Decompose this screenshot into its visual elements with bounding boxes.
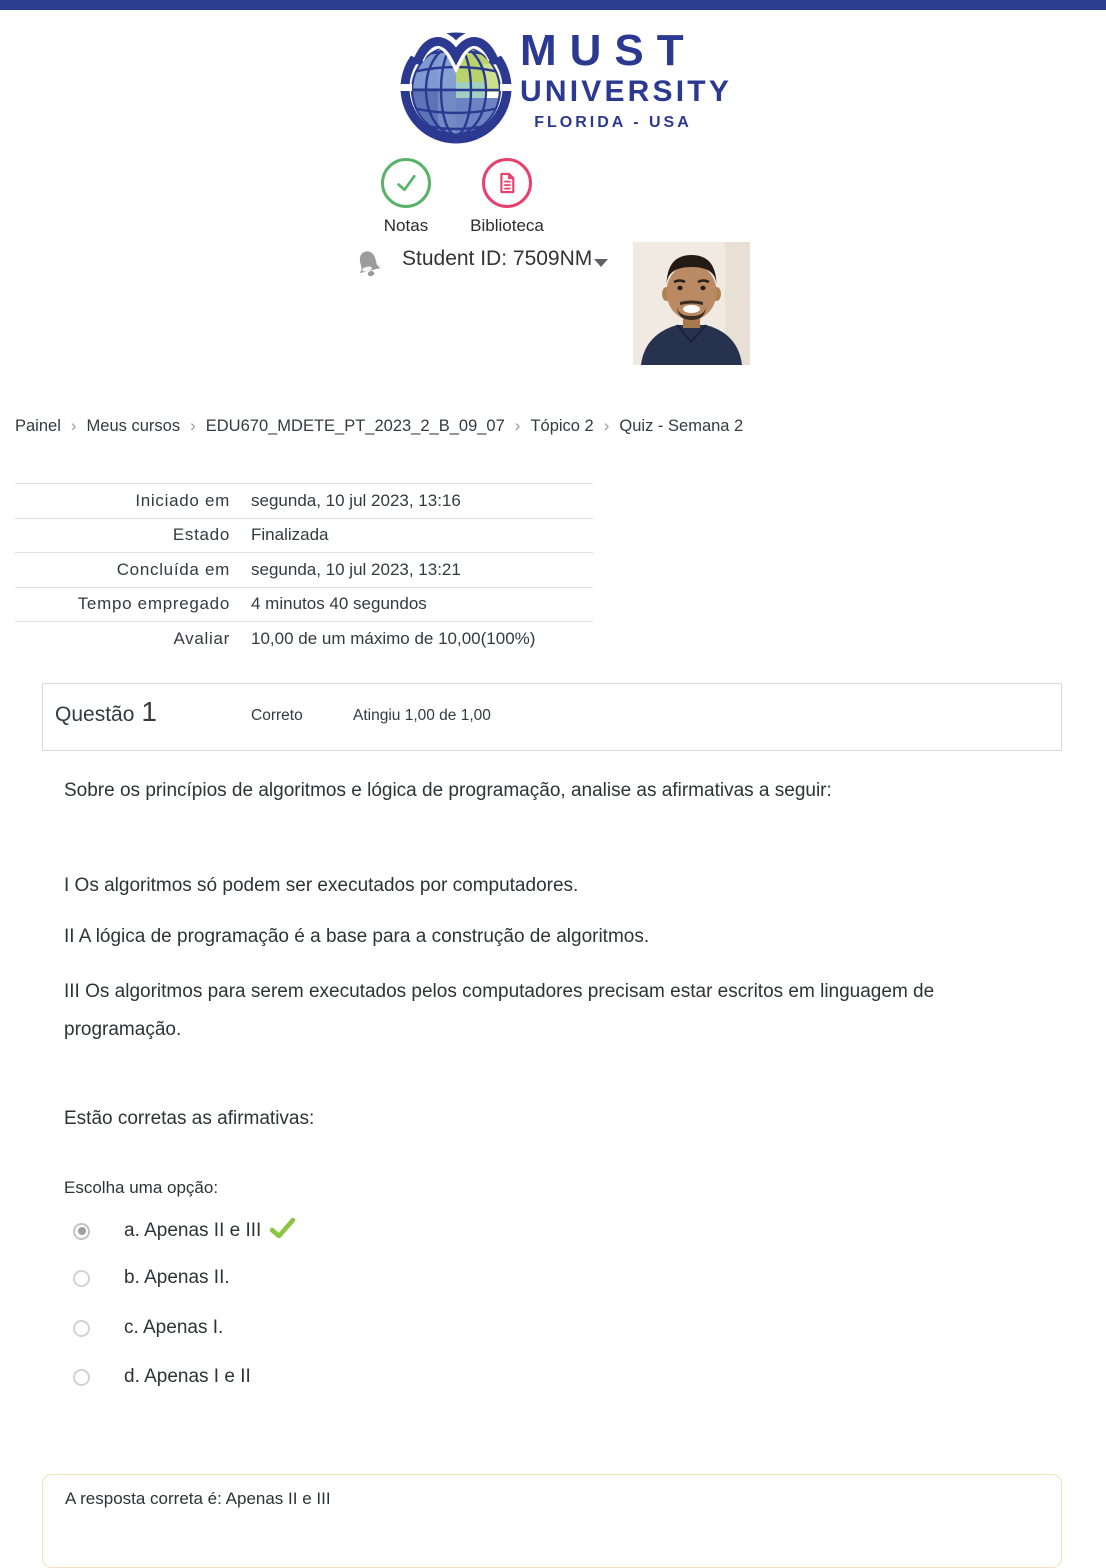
summary-label: Estado (172, 525, 230, 545)
answer-option-c[interactable] (73, 1317, 223, 1339)
top-accent-bar (0, 0, 1106, 10)
breadcrumb-item-meus-cursos[interactable]: Meus cursos (86, 416, 181, 435)
statement-2: II A lógica de programação é a base para a construção de algoritmos. (64, 926, 650, 947)
caret-down-icon[interactable] (594, 259, 608, 267)
option-d-label[interactable]: d. Apenas I e II (124, 1366, 251, 1387)
quick-link-label: Notas (383, 216, 429, 235)
summary-value: 4 minutos 40 segundos (251, 594, 427, 614)
university-logo (520, 26, 733, 132)
breadcrumb-item-quiz: Quiz - Semana 2 (619, 416, 744, 435)
user-avatar[interactable] (633, 242, 750, 365)
summary-label: Avaliar (173, 628, 230, 648)
question-ask: Estão corretas as afirmativas: (64, 1108, 315, 1129)
quick-link-label: Biblioteca (470, 216, 544, 235)
correct-check-icon (270, 1218, 295, 1244)
breadcrumb-separator: › (514, 416, 521, 435)
quick-link-biblioteca[interactable] (460, 158, 554, 236)
question-prompt: Sobre os princípios de algoritmos e lógica de programação, analise as afirmativas a seguir: (64, 780, 832, 801)
summary-row (15, 552, 593, 587)
summary-value: Finalizada (251, 525, 329, 545)
check-circle-icon (381, 158, 431, 208)
breadcrumb-item-topico[interactable]: Tópico 2 (530, 416, 594, 435)
breadcrumb-separator: › (190, 416, 196, 435)
logo-word-must: MUST (520, 26, 697, 75)
breadcrumb-separator: › (603, 416, 610, 435)
answer-option-a[interactable] (73, 1218, 295, 1244)
summary-label: Tempo empregado (77, 594, 230, 614)
summary-value: 10,00 de um máximo de 10,00(100%) (251, 628, 536, 648)
summary-value: segunda, 10 jul 2023, 13:21 (251, 559, 461, 579)
answer-feedback-box (42, 1474, 1062, 1568)
quick-link-notas[interactable] (369, 158, 443, 236)
library-document-icon (482, 158, 532, 208)
feedback-text: A resposta correta é: Apenas II e III (65, 1489, 331, 1508)
breadcrumb (15, 416, 743, 436)
question-points: Atingiu 1,00 de 1,00 (353, 707, 491, 724)
question-number: Questão 1 (55, 696, 157, 727)
breadcrumb-item-painel[interactable]: Painel (15, 416, 61, 435)
summary-row (15, 518, 593, 553)
question-status: Correto (251, 707, 303, 724)
summary-row (15, 587, 593, 622)
statement-1: I Os algoritmos só podem ser executados por computadores. (64, 875, 579, 896)
option-b-radio[interactable] (73, 1270, 90, 1287)
answer-option-b[interactable] (73, 1267, 230, 1289)
breadcrumb-separator: › (70, 416, 77, 435)
bell-icon[interactable] (352, 246, 385, 281)
option-b-label[interactable]: b. Apenas II. (124, 1267, 230, 1288)
option-c-radio[interactable] (73, 1320, 90, 1337)
student-id-dropdown[interactable]: Student ID: 7509NM (402, 247, 593, 270)
answer-option-d[interactable] (73, 1366, 251, 1388)
logo-word-university: UNIVERSITY (520, 75, 733, 108)
summary-row (15, 621, 593, 656)
statement-3: III Os algoritmos para serem executados pelos computadores precisam estar escritos em linguagem de programação. (64, 981, 935, 1040)
option-a-radio[interactable] (73, 1223, 90, 1240)
logo-globe-icon (396, 24, 516, 144)
choose-option-label: Escolha uma opção: (64, 1178, 219, 1197)
question-header (42, 683, 1062, 751)
attempt-summary-table (15, 483, 593, 656)
summary-row (15, 483, 593, 518)
breadcrumb-item-course[interactable]: EDU670_MDETE_PT_2023_2_B_09_07 (205, 416, 505, 435)
summary-value: segunda, 10 jul 2023, 13:16 (251, 490, 461, 510)
logo-word-florida: FLORIDA - USA (534, 114, 692, 131)
option-a-label[interactable]: a. Apenas II e III (124, 1220, 262, 1241)
summary-label: Iniciado em (135, 490, 230, 510)
option-c-label[interactable]: c. Apenas I. (124, 1317, 224, 1338)
summary-label: Concluída em (116, 559, 230, 579)
option-d-radio[interactable] (73, 1369, 90, 1386)
